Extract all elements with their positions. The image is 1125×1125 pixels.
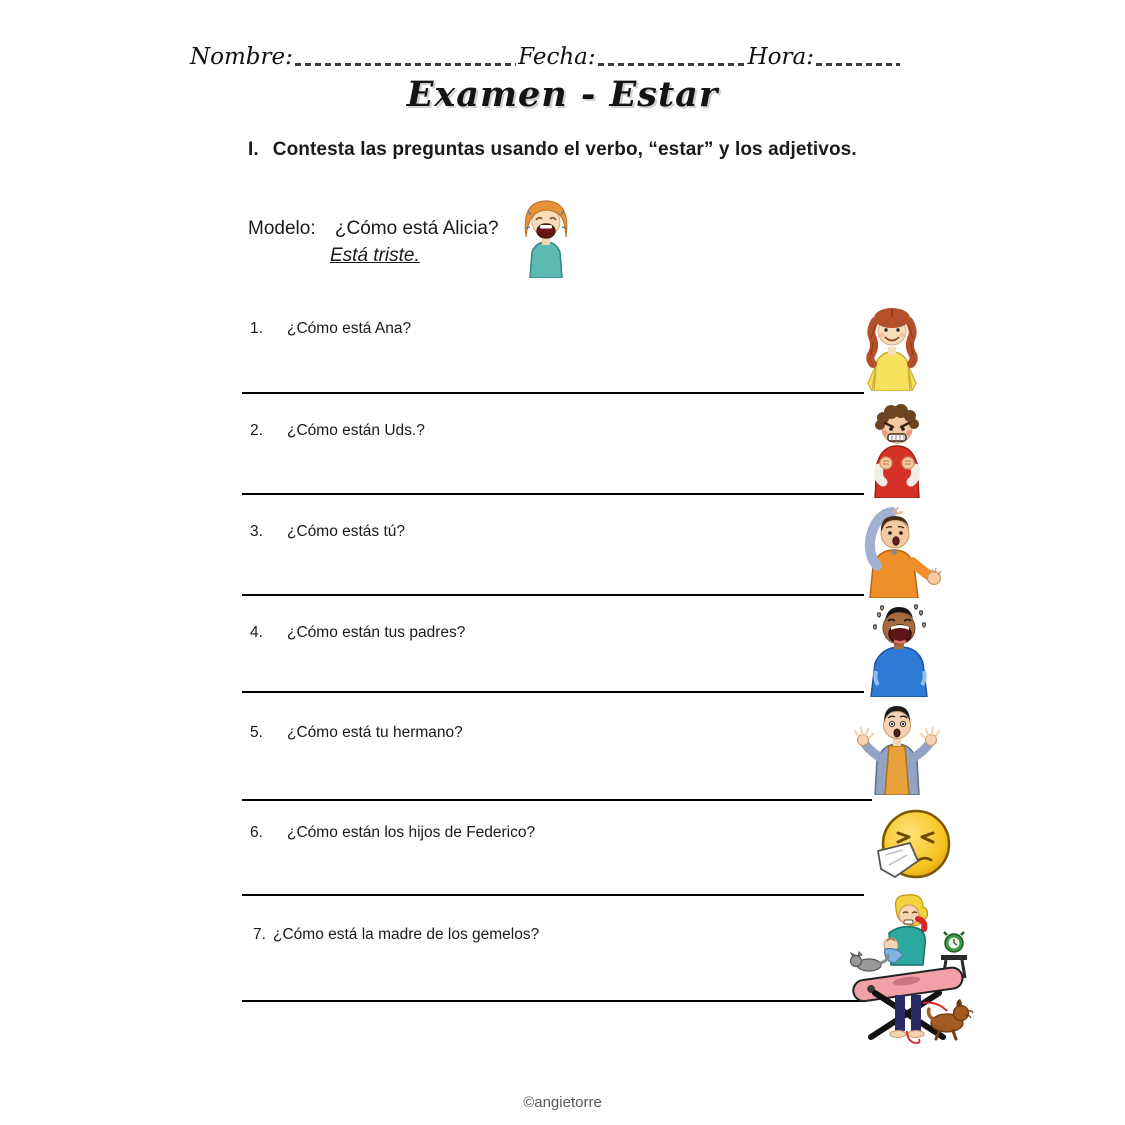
answer-line-4[interactable] [242,691,864,693]
question-number: 4. [250,624,263,641]
section-instruction [248,139,888,161]
section-number: I. [248,139,259,160]
answer-line-2[interactable] [242,493,864,495]
page-title: Examen - Estar [406,74,719,115]
question-text: ¿Cómo está tu hermano? [287,724,463,741]
question-text: ¿Cómo están Uds.? [287,422,425,439]
question-text: ¿Cómo están los hijos de Federico? [287,824,536,841]
name-blank[interactable] [295,63,516,66]
question-number: 1. [250,320,263,337]
answer-line-3[interactable] [242,594,864,596]
modelo-label: Modelo: [248,218,316,239]
angry-boy-illustration [863,402,931,498]
question-row-7 [253,926,539,944]
question-row-3 [250,523,405,541]
hour-blank[interactable] [816,63,900,66]
question-row-4 [250,624,465,642]
modelo-answer: Está triste. [330,245,420,266]
question-text: ¿Cómo está la madre de los gemelos? [273,926,540,943]
date-blank[interactable] [598,63,746,66]
question-row-1 [250,320,411,338]
question-row-2 [250,422,425,440]
modelo-block [248,218,499,240]
modelo-question: ¿Cómo está Alicia? [334,218,499,239]
confused-man-illustration [850,504,942,598]
question-text: ¿Cómo está Ana? [287,320,412,337]
question-number: 6. [250,824,263,841]
answer-line-6[interactable] [242,894,864,896]
question-number: 5. [250,724,263,741]
name-label: Nombre: [190,43,293,70]
answer-line-7[interactable] [242,1000,864,1002]
question-text: ¿Cómo están tus padres? [287,624,466,641]
header-fill-in-row [190,38,902,70]
question-row-6 [250,824,535,842]
date-label: Fecha: [518,43,596,70]
question-number: 2. [250,422,263,439]
smiling-girl-braids-illustration [858,303,926,391]
hour-label: Hora: [747,43,814,70]
question-text: ¿Cómo estás tú? [287,523,406,540]
answer-line-1[interactable] [242,392,864,394]
crying-girl-illustration [516,195,576,278]
instruction-text: Contesta las preguntas usando el verbo, “estar” y los adjetivos. [272,139,857,160]
crying-man-illustration [861,601,939,697]
stressed-mother-illustration [843,893,976,1045]
sneezing-emoji-illustration [875,805,953,890]
surprised-man-illustration [853,700,941,795]
question-number: 3. [250,523,263,540]
copyright-credit: ©angietorre [523,1094,602,1111]
question-row-5 [250,724,463,742]
answer-line-5[interactable] [242,799,872,801]
question-number: 7. [253,926,266,943]
